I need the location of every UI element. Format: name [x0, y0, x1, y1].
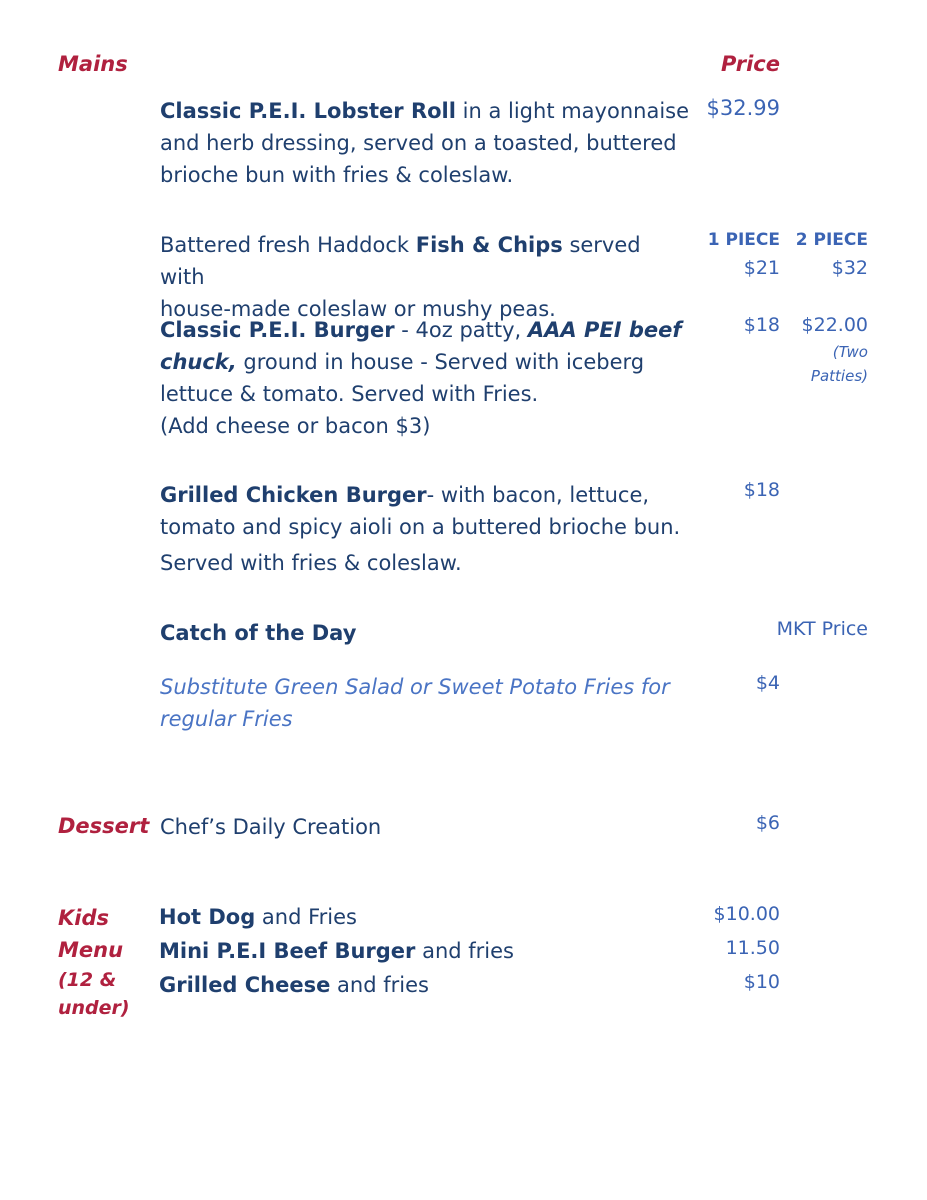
price-fish-2-piece: $32 [831, 257, 868, 279]
item-desc: ground in house - Served with iceberg [236, 350, 645, 374]
price-burger-single: $18 [743, 314, 780, 336]
price-fish-1-piece: $21 [743, 257, 780, 279]
item-highlight: AAA PEI beef [527, 318, 682, 342]
item-name: Hot Dog [159, 905, 256, 929]
price-kids-mini-burger: 11.50 [725, 937, 780, 959]
item-desc: Served with fries & coleslaw. [160, 551, 462, 575]
price-catch-of-the-day: MKT Price [776, 618, 868, 640]
substitute-text: Substitute Green Salad or Sweet Potato Fries for [160, 675, 670, 699]
item-desc: and fries [415, 939, 514, 963]
item-name: Catch of the Day [160, 621, 357, 645]
price-column-header-2-piece: 2 PIECE [795, 230, 868, 250]
item-desc: - with bacon, lettuce, [426, 483, 650, 507]
kids-label-line: Menu [58, 938, 124, 962]
price-header: Price [721, 52, 780, 76]
item-name: Fish & Chips [415, 233, 563, 257]
price-note-patties: Patties) [810, 367, 868, 385]
price-dessert: $6 [755, 812, 780, 834]
kids-section-label [58, 902, 130, 1022]
substitute-option [160, 671, 690, 735]
item-desc: and Fries [255, 905, 357, 929]
menu-item-chicken-burger [160, 479, 700, 579]
item-highlight: chuck, [160, 350, 237, 374]
price-lobster-roll: $32.99 [706, 96, 780, 120]
price-column-header-1-piece: 1 PIECE [707, 230, 780, 250]
item-desc: brioche bun with fries & coleslaw. [160, 163, 514, 187]
item-desc: - 4oz patty, [394, 318, 528, 342]
kids-label-line: (12 & [58, 969, 117, 991]
price-kids-grilled-cheese: $10 [743, 971, 780, 993]
item-desc: lettuce & tomato. Served with Fries. [160, 382, 539, 406]
price-burger-double: $22.00 [801, 314, 868, 336]
menu-item-classic-burger [160, 314, 690, 442]
menu-item-lobster-roll [160, 95, 690, 191]
price-kids-hot-dog: $10.00 [713, 903, 780, 925]
item-desc: Battered fresh Haddock [160, 233, 416, 257]
kids-label-line: under) [58, 997, 130, 1019]
mains-section-label: Mains [58, 52, 128, 76]
item-desc: tomato and spicy aioli on a buttered brioche bun. [160, 515, 681, 539]
item-name: Classic P.E.I. Lobster Roll [160, 99, 456, 123]
item-desc: (Add cheese or bacon $3) [160, 414, 431, 438]
item-name: Grilled Chicken Burger [160, 483, 427, 507]
substitute-text: regular Fries [160, 707, 293, 731]
item-desc: served with [160, 233, 641, 289]
dessert-section-label: Dessert [58, 814, 150, 838]
item-desc: and fries [330, 973, 429, 997]
price-chicken-burger: $18 [743, 479, 780, 501]
menu-item-kids-hot-dog [159, 900, 357, 934]
menu-item-dessert: Chef’s Daily Creation [160, 815, 382, 839]
menu-item-kids-grilled-cheese [159, 968, 429, 1002]
item-name: Grilled Cheese [159, 973, 331, 997]
item-desc: and herb dressing, served on a toasted, buttered [160, 131, 677, 155]
item-name: Classic P.E.I. Burger [160, 318, 395, 342]
item-name: Mini P.E.I Beef Burger [159, 939, 416, 963]
menu-item-kids-mini-burger [159, 934, 514, 968]
kids-label-line: Kids [58, 906, 110, 930]
item-desc: in a light mayonnaise [455, 99, 690, 123]
menu-item-catch-of-the-day [160, 617, 690, 649]
price-substitute: $4 [755, 672, 780, 694]
menu-item-fish-chips [160, 229, 690, 325]
item-desc: house-made coleslaw or mushy peas. [160, 297, 556, 321]
price-note-two: (Two [832, 343, 868, 361]
